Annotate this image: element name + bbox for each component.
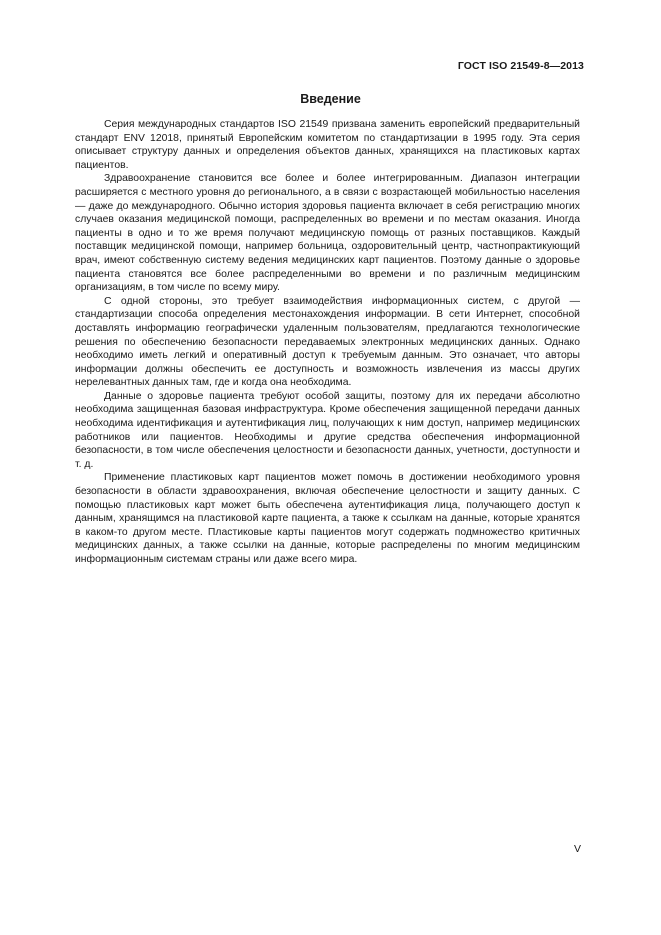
document-code-header: ГОСТ ISO 21549-8—2013	[457, 60, 584, 72]
paragraph-2: Здравоохранение становится все более и более интегрированным. Диапазон интеграции расширяется с местного уровня до регионального, а в связи с возрастающей мобильностью населения — даже до международного. Обычно история здоровья пациента включает в себя регистрацию многих случаев оказания медицинской помощи, распределенных во времени и по местам оказания. Иногда пациенты в одно и то же время получают медицинскую помощь от разных поставщиков. Каждый поставщик медицинской помощи, например больница, оздоровительный центр, частнопрактикующий врач, имеют собственную систему ведения медицинских карт пациентов. Поэтому данные о здоровье пациента становятся все более распределенными во времени и по различным медицинским организациям, в том числе по всему миру.	[75, 173, 580, 294]
paragraph-5: Применение пластиковых карт пациентов может помочь в достижении необходимого уровня безопасности в области здравоохранения, включая обеспечение целостности и защиту данных. С помощью пластиковых карт может быть обеспечена аутентификация лица, получающего доступ к данным, хранящимся на пластиковой карте пациента, а также к ссылкам на данные, которые хранятся в каком-то другом месте. Пластиковые карты пациентов могут содержать подмножество критичных медицинских данных, а также ссылки на данные, которые распределены по многим медицинским информационным системам страны или даже всего мира.	[75, 472, 580, 565]
document-body	[75, 118, 580, 567]
paragraph-1: Серия международных стандартов ISO 21549 призвана заменить европейский предварительный стандарт ENV 12018, принятый Европейским комитетом по стандартизации в 1995 году. Эта серия описывает структуру данных и определения объектов данных, хранящихся на пластиковых картах пациентов.	[75, 119, 580, 171]
paragraph-4: Данные о здоровье пациента требуют особой защиты, поэтому для их передачи абсолютно необходима защищенная базовая инфраструктура. Кроме обеспечения защищенной передачи данных необходима идентификация и аутентификация лиц, получающих к ним доступ, например медицинских работников или пациентов. Необходимы и другие средства обеспечения информационной безопасности, в том числе обеспечения целостности и безопасности данных, учетности, доступности и т. д.	[75, 390, 580, 470]
page-number: V	[573, 843, 581, 855]
section-title: Введение	[300, 92, 361, 106]
paragraph-3: С одной стороны, это требует взаимодействия информационных систем, с другой — стандартизации способа определения местонахождения информации. В сети Интернет, способной доставлять информацию географически удаленным пользователям, предлагаются технологические решения по обеспечению безопасности передаваемых электронных медицинских данных. Однако необходимо иметь легкий и оперативный доступ к требуемым данным. Это означает, что авторы информации должны обеспечить ее доступность и возможность извлечения из массы других нерелевантных данных там, где и когда она необходима.	[75, 295, 580, 389]
